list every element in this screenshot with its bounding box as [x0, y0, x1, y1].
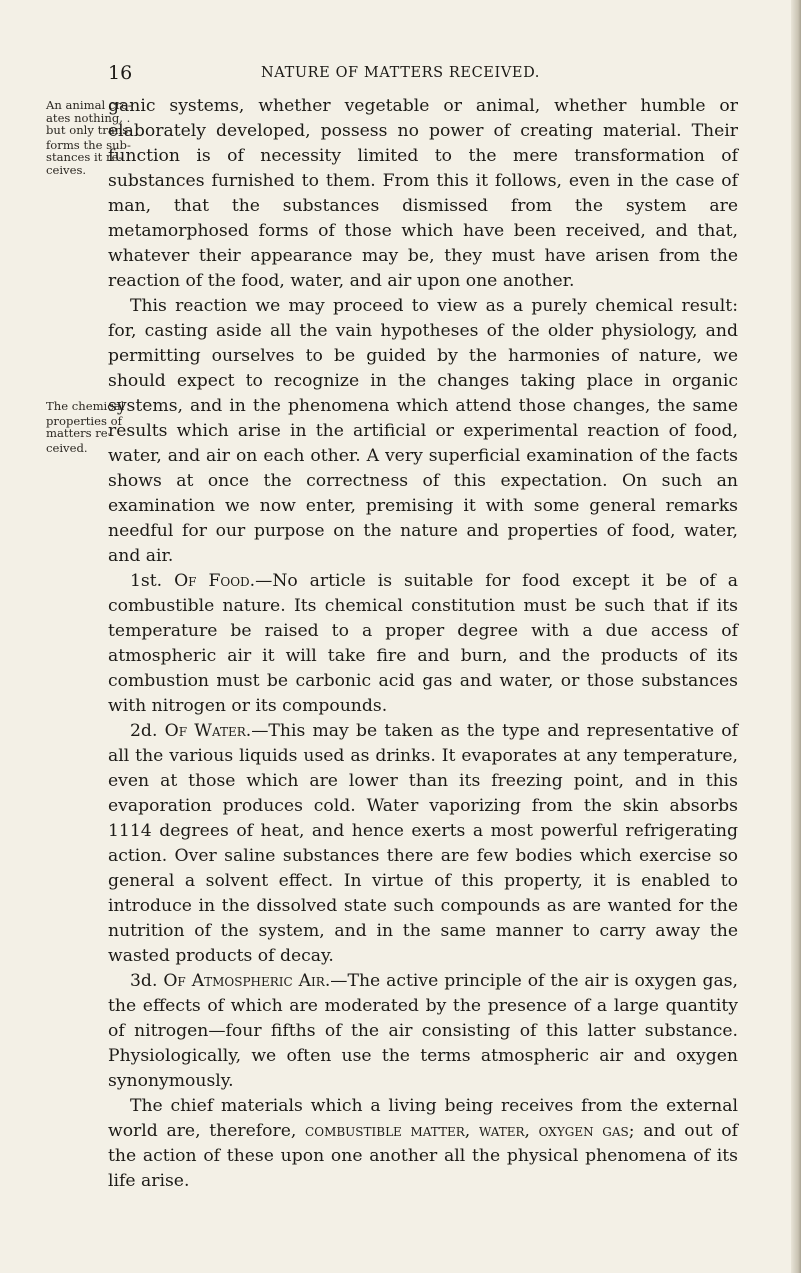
sidenote-line: but only trans- — [46, 123, 133, 137]
section-number: 2d. — [130, 721, 165, 741]
sidenote-line: ceived. — [46, 440, 88, 455]
paragraph-summary — [108, 1094, 738, 1194]
page-number: 16 — [108, 62, 133, 84]
sidenote-line: ates nothing, . — [46, 110, 131, 125]
section-heading-water: Of Water. — [164, 721, 252, 741]
section-number: 3d. — [130, 971, 164, 991]
section-text: —This may be taken as the type and representative of all the various liquids used as drinks. It evaporates at any temperature, even at those which are lower than its freezing point, and in this evaporation produces cold. Water vaporizing from the skin absorbs 1114 degrees of heat, and hence exerts a most powerful refrigerating action. Over saline substances there are few bodies which exercise so general a solvent effect. In virtue of this property, it is enabled to introduce in the dissolved state such compounds as are wanted for the nutrition of the system, and in the same manner to carry away the wasted products of decay. — [108, 721, 738, 966]
section-text: —No article is suitable for food except it be of a combustible nature. Its chemical constitution must be such that if its temperature be raised to a proper degree with a due access of atmospheric air it will take fire and burn, and the products of its combustion must be carbonic acid gas and water, or those substances with nitrogen or its compounds. — [108, 571, 738, 716]
sidenote-line: matters re- — [46, 426, 112, 440]
sidenote-line: stances it re- — [46, 150, 123, 164]
paragraph-of-water — [108, 719, 738, 969]
paragraph-chemical-reaction: This reaction we may proceed to view as a purely chemical result: for, casting aside all the vain hypotheses of the older physiology, and permitting ourselves to be guided by the harmonies of nature, we should expect to recognize in the changes taking place in organic systems, and in the phenomena which attend those changes, the same results which arise in the artificial or experimental reaction of food, water, and air on each other. A very superficial examination of the facts shows at once the correctness of this expectation. On such an examination we now enter, premising it with some general remarks needful for our purpose on the nature and properties of food, water, and air. — [108, 296, 738, 566]
summary-materials: combustible matter, water, oxygen gas — [305, 1121, 629, 1141]
section-text: —The active principle of the air is oxygen gas, the effects of which are moderated by the presence of a large quantity of nitrogen—four fifths of the air consisting of this latter substance. Physiologically, we often use the terms atmospheric air and oxygen synonymously. — [108, 971, 739, 1091]
sidenote-line: The chemical — [46, 399, 125, 413]
page-edge-shadow — [791, 0, 801, 1273]
summary-text: The chief materials which a living being receives from the external world are, therefore, — [108, 1096, 738, 1141]
paragraph-of-food — [108, 569, 738, 719]
paragraph-continued: ganic systems, whether vegetable or animal, whether humble or elaborately developed, possess no power of creating material. Their function is of necessity limited to the mere transformation of substances furnished to them. From this it follows, even in the case of man, that the substances dismissed from the system are metamorphosed forms of those which have been received, and that, whatever their appearance may be, they must have arisen from the reaction of the food, water, and air upon one another. — [108, 96, 738, 291]
section-heading-air: Of Atmospheric Air. — [163, 971, 331, 991]
summary-text-end: ; and out of the action of these upon one another all the physical phenomena of its life arise. — [108, 1121, 738, 1191]
running-title: NATURE OF MATTERS RECEIVED. — [261, 65, 540, 81]
sidenote-line: An animal cre- — [46, 98, 132, 112]
sidenote-line: forms the sub- — [46, 137, 131, 152]
body-text — [108, 94, 738, 1194]
sidenote-line: properties of — [46, 413, 122, 428]
section-heading-food: Of Food. — [174, 571, 256, 591]
sidenote-line: ceives. — [46, 162, 87, 177]
paragraph-of-air — [108, 969, 738, 1094]
section-number: 1st. — [130, 571, 175, 591]
page-header — [0, 62, 801, 88]
